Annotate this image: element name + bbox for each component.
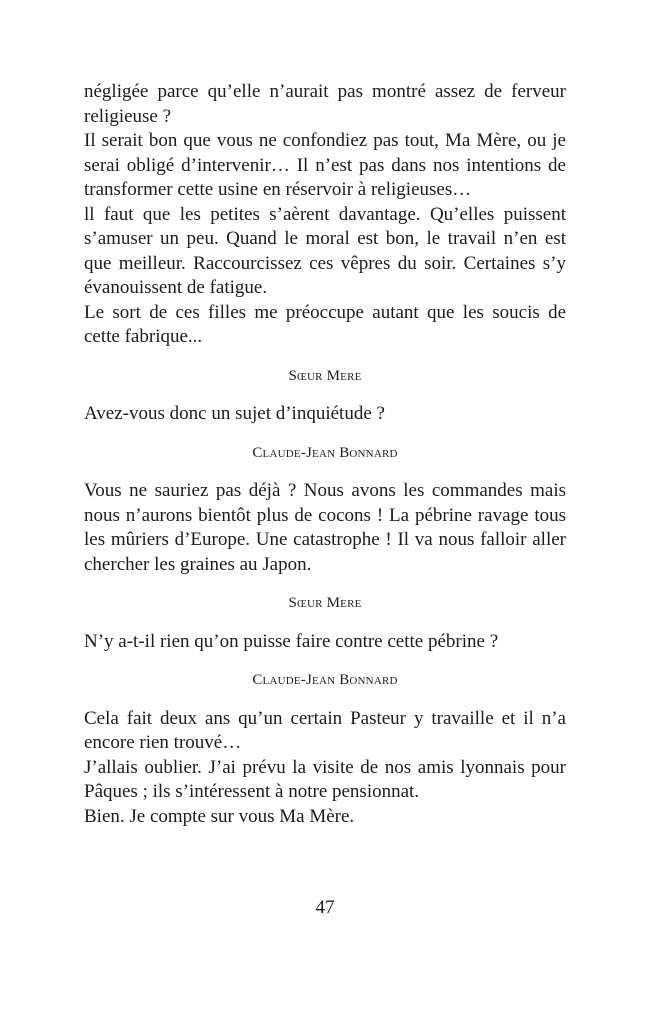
speech-block [84, 630, 566, 655]
page-body [84, 80, 566, 833]
speaker-name [84, 668, 566, 693]
page-number: 47 [315, 897, 335, 918]
speech-paragraph: ll faut que les petites s’aèrent davantage. Qu’elles puissent s’amuser un peu. Quand le moral est bon, le travail n’en est que meilleur. Raccourcissez ces vêpres du soir. Certaines s’y évanouissent de fatigue. [84, 203, 566, 298]
speaker-name [84, 441, 566, 466]
speech-paragraph: Avez-vous donc un sujet d’inquiétude ? [84, 403, 385, 424]
speech-paragraph: J’allais oublier. J’ai prévu la visite de nos amis lyonnais pour Pâques ; ils s’intéressent à notre pensionnat. [84, 756, 566, 802]
speech-block [84, 707, 566, 830]
speech-block [84, 402, 566, 427]
speaker-label: Sœur Mere [288, 595, 362, 611]
speech-paragraph: Bien. Je compte sur vous Ma Mère. [84, 805, 355, 827]
speech-paragraph: N’y a-t-il rien qu’on puisse faire contre cette pébrine ? [84, 630, 499, 652]
speech-paragraph: Vous ne sauriez pas déjà ? Nous avons les commandes mais nous n’aurons bientôt plus de cocons ! La pébrine ravage tous les mûriers d’Europe. Une catastrophe ! Il va nous falloir aller chercher les graines au Japon. [84, 480, 566, 575]
speaker-name [84, 364, 566, 389]
speaker-name [84, 591, 566, 616]
speech-paragraph: Le sort de ces filles me préoccupe autant que les soucis de cette fabrique... [84, 301, 566, 347]
speech-block [84, 479, 566, 577]
speech-block [84, 80, 566, 350]
speech-paragraph: négligée parce qu’elle n’aurait pas montré assez de ferveur religieuse ? [84, 81, 566, 127]
speech-paragraph: Cela fait deux ans qu’un certain Pasteur y travaille et il n’a encore rien trouvé… [84, 707, 566, 753]
speaker-label: Claude-Jean Bonnard [252, 672, 398, 688]
speaker-label: Claude-Jean Bonnard [252, 444, 398, 461]
speaker-label: Sœur Mere [288, 367, 362, 384]
speech-paragraph: Il serait bon que vous ne confondiez pas tout, Ma Mère, ou je serai obligé d’intervenir… Il n’est pas dans nos intentions de transformer cette usine en réservoir à religieuses… [84, 130, 566, 200]
